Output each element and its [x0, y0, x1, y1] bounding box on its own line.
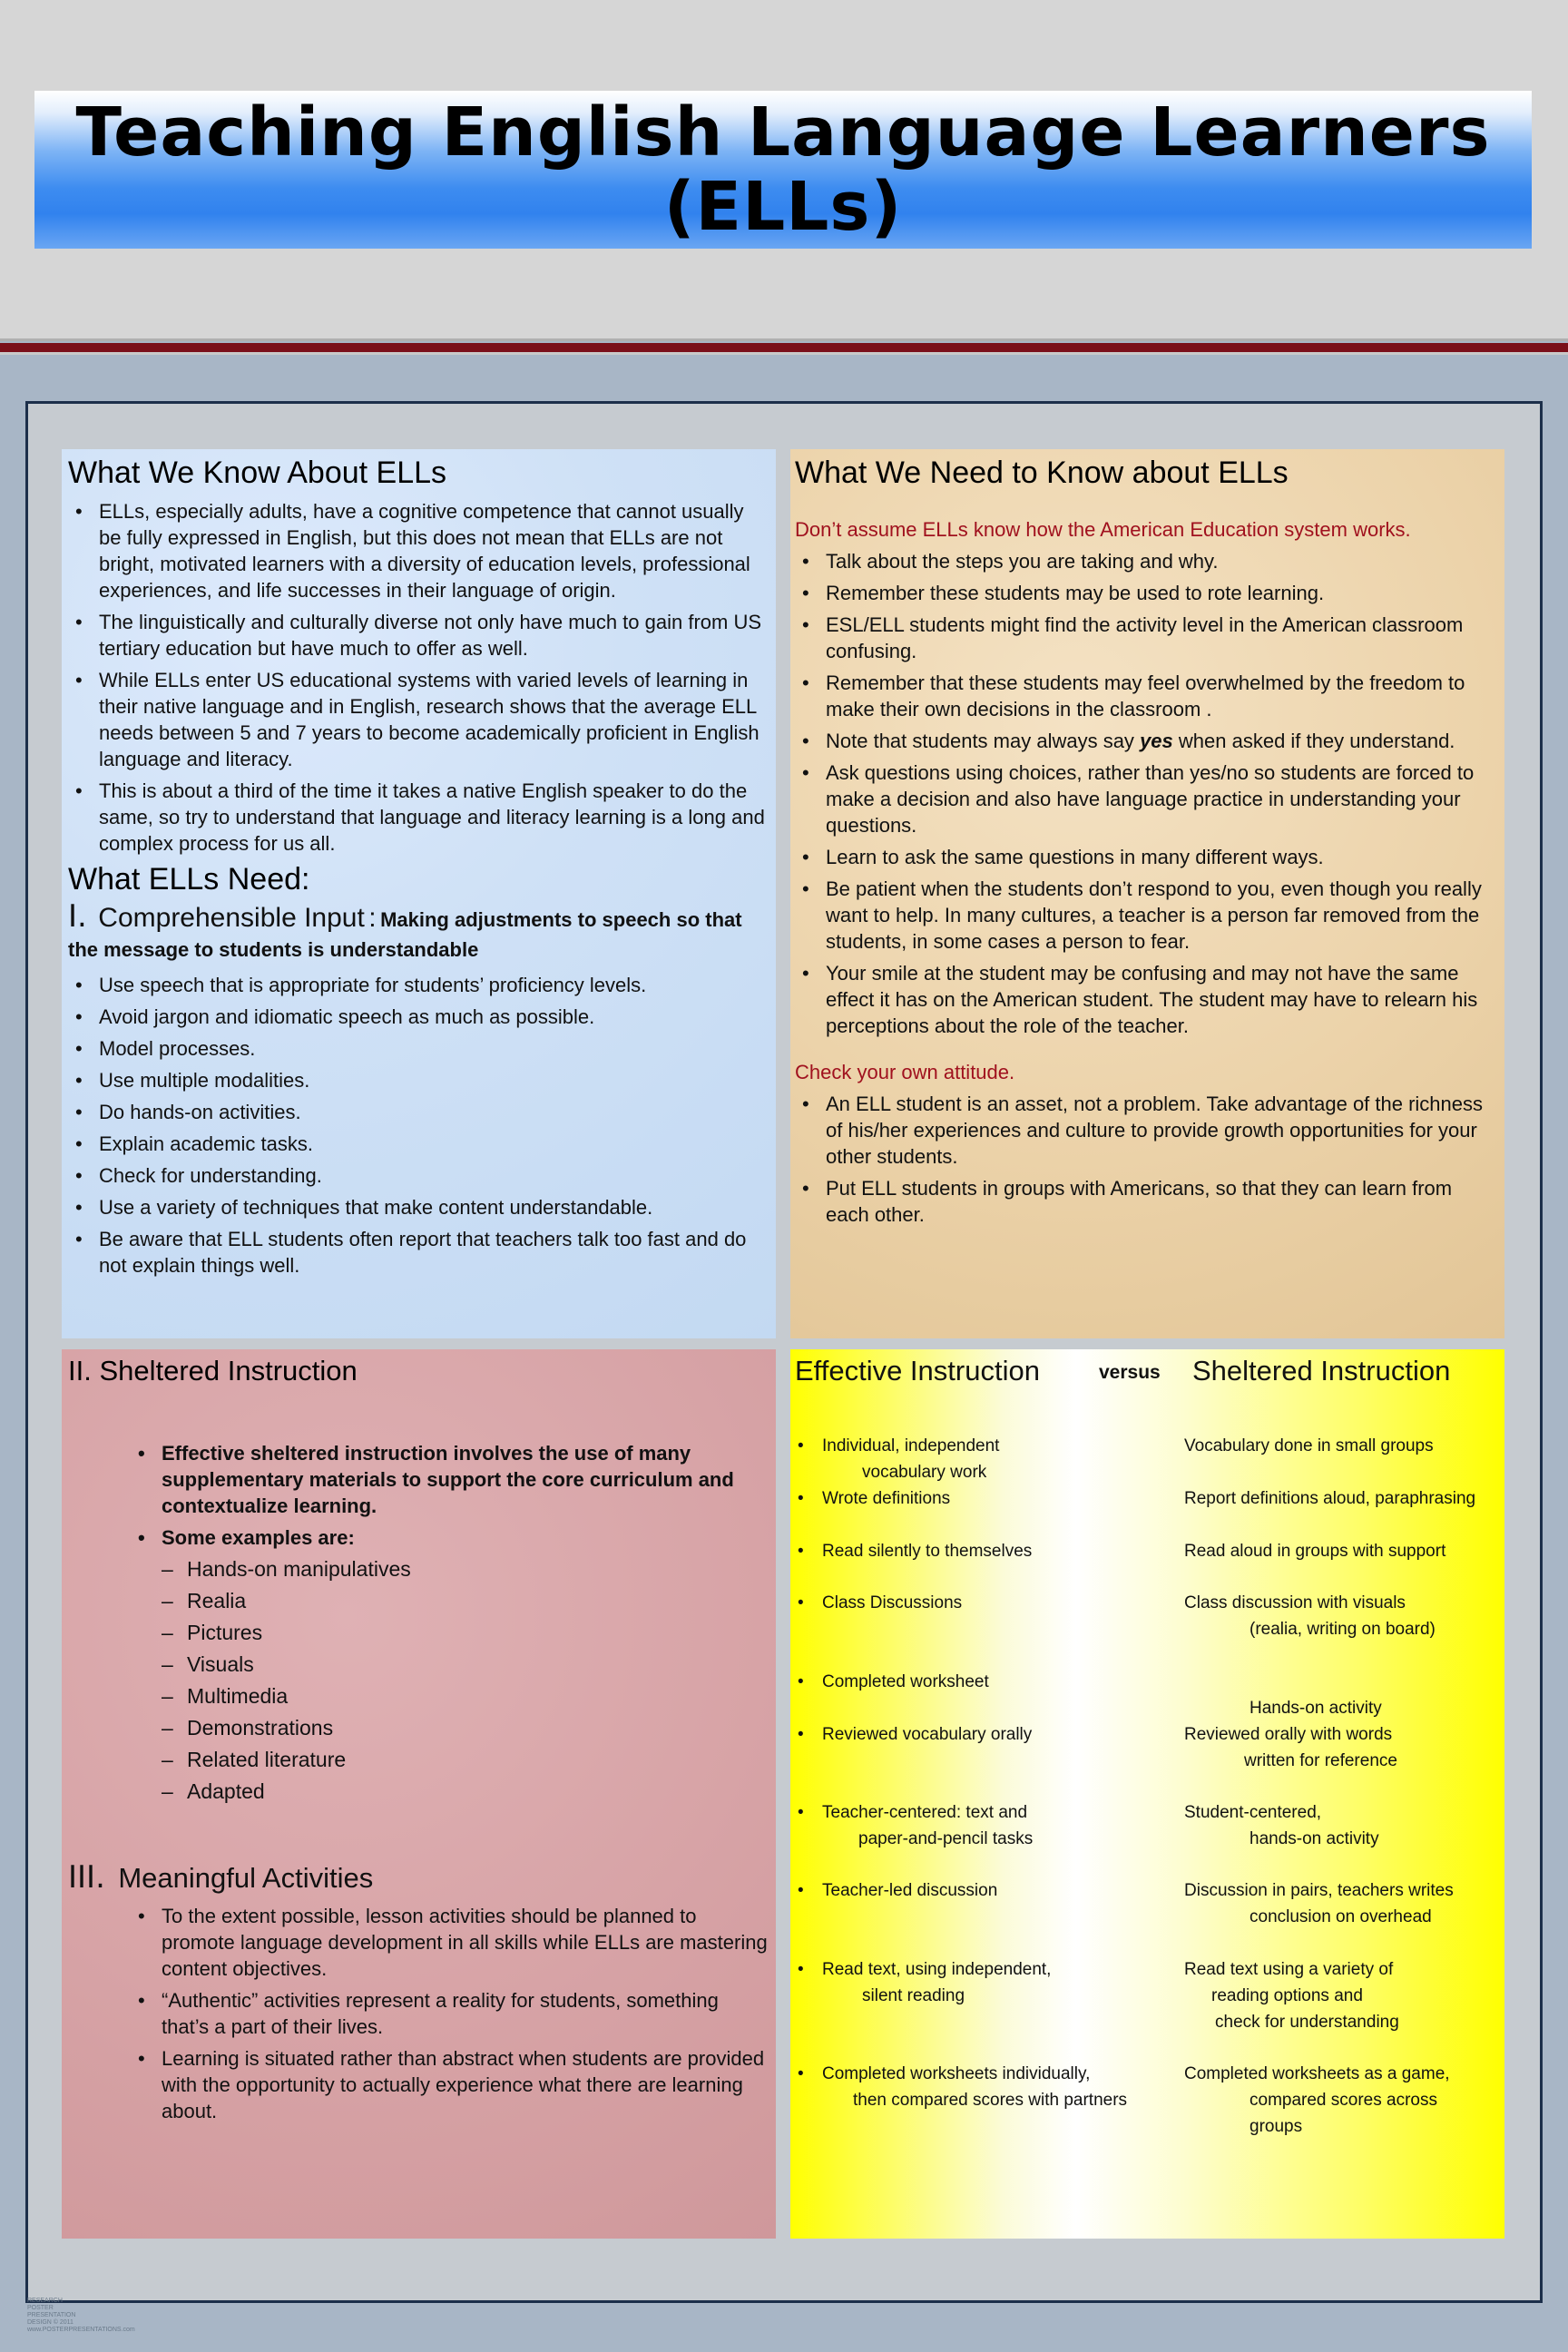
list-item: • Ask questions using choices, rather than yes/no so students are forced to make a decision and also have language practice in understanding your questions.	[795, 760, 1498, 838]
list-item: • Note that students may always say yes when asked if they understand.	[795, 728, 1498, 754]
effective-cell: • Read silently to themselves	[798, 1538, 1161, 1564]
bullet-icon: •	[798, 1542, 804, 1561]
comprehensible-input-heading: I. Comprehensible Input : Making adjustments to speech so that the message to students is understandable	[68, 898, 742, 961]
know-list	[68, 498, 771, 857]
needknow-list-2	[795, 1091, 1498, 1228]
sheltered-cell: Reviewed orally with words written for reference	[1184, 1725, 1397, 1770]
needs-heading: What ELLs Need:	[68, 862, 310, 897]
bullet-icon: •	[798, 1725, 804, 1744]
list-item: • Use speech that is appropriate for students’ proficiency levels.	[68, 972, 771, 998]
list-item: – Visuals	[162, 1651, 766, 1678]
list-item: • An ELL student is an asset, not a problem. Take advantage of the richness of his/her experiences and culture to provide growth opportunities for your other students.	[795, 1091, 1498, 1170]
list-item: • To the extent possible, lesson activities should be planned to promote language development in all skills while ELLs are mastering content objectives.	[131, 1903, 771, 1982]
list-item: • Use multiple modalities.	[68, 1067, 771, 1093]
list-item: • ELLs, especially adults, have a cognitive competence that cannot usually be fully expressed in English, but this does not mean that ELLs are not bright, motivated learners with a diversity of education levels, professional experiences, and life successes in their language of origin.	[68, 498, 771, 603]
list-item: • Learning is situated rather than abstract when students are provided with the opportunity to actually experience what there are learning about.	[131, 2045, 771, 2124]
needknow-list-1	[795, 548, 1498, 1039]
bullet-icon: •	[798, 1436, 804, 1455]
effective-cell: • Class Discussions	[798, 1590, 1161, 1616]
panel-what-we-need-to-know	[790, 449, 1504, 1338]
sheltered-cell: Completed worksheets as a game, compared scores across groups	[1184, 2064, 1450, 2136]
effective-cell: • Wrote definitions	[798, 1485, 1161, 1512]
sheltered-cell: Hands-on activity	[1250, 1699, 1382, 1718]
title-banner	[34, 91, 1532, 249]
footer-credit: RESEARCH POSTER PRESENTATION DESIGN © 2011 www.POSTERPRESENTATIONS.com	[27, 2298, 135, 2333]
attitude-note: Check your own attitude.	[795, 1061, 1015, 1083]
list-item: • While ELLs enter US educational systems with varied levels of learning in their native language and in English, research shows that the average ELL needs between 5 and 7 years to become academically proficient in English language and literacy.	[68, 667, 771, 772]
list-item: – Multimedia	[162, 1683, 766, 1710]
list-item: • This is about a third of the time it takes a native English speaker to do the same, so try to understand that language and literacy learning is a long and complex process for us all.	[68, 778, 771, 857]
bullet-icon: •	[798, 1593, 804, 1612]
bullet-icon: •	[798, 1489, 804, 1508]
effective-cell: • Completed worksheets individually, then compared scores with partners	[798, 2061, 1161, 2113]
list-item: • The linguistically and culturally diverse not only have much to gain from US tertiary education but have much to offer as well.	[68, 609, 771, 662]
effective-cell: • Completed worksheet	[798, 1669, 1161, 1695]
list-item: – Pictures	[162, 1620, 766, 1646]
sheltered-title: Sheltered Instruction	[1192, 1355, 1451, 1387]
list-item: • Explain academic tasks.	[68, 1131, 771, 1157]
list-item: • Remember these students may be used to rote learning.	[795, 580, 1498, 606]
meaningful-list	[131, 1903, 771, 2124]
list-item: – Adapted	[162, 1779, 766, 1805]
sheltered-cell: Class discussion with visuals (realia, writing on board)	[1184, 1593, 1436, 1639]
list-item: • Be aware that ELL students often report that teachers talk too fast and do not explain things well.	[68, 1226, 771, 1279]
sheltered-cell: Student-centered, hands-on activity	[1184, 1803, 1379, 1848]
versus-label: versus	[1099, 1362, 1161, 1383]
list-item: • Avoid jargon and idiomatic speech as much as possible.	[68, 1004, 771, 1030]
list-item: • Use a variety of techniques that make content understandable.	[68, 1194, 771, 1220]
meaningful-section	[68, 1859, 771, 2130]
effective-cell: • Individual, independent vocabulary work	[798, 1433, 1161, 1485]
list-item: – Related literature	[162, 1747, 766, 1773]
assume-note: Don’t assume ELLs know how the American Education system works.	[795, 518, 1411, 541]
list-item: • Talk about the steps you are taking and why.	[795, 548, 1498, 574]
sheltered-cell: Read text using a variety of reading options and check for understanding	[1184, 1960, 1399, 2032]
bullet-icon: •	[798, 2064, 804, 2083]
sheltered-heading: II. Sheltered Instruction	[68, 1355, 358, 1387]
effective-cell: • Teacher-centered: text and paper-and-pencil tasks	[798, 1799, 1161, 1852]
sheltered-cell: Read aloud in groups with support	[1184, 1542, 1446, 1561]
sheltered-cell: Vocabulary done in small groups	[1184, 1436, 1434, 1455]
panel-what-we-know	[62, 449, 776, 1338]
list-item: – Hands-on manipulatives	[162, 1556, 766, 1583]
header-divider	[0, 343, 1568, 355]
effective-title: Effective Instruction	[795, 1355, 1040, 1387]
list-item: • “Authentic” activities represent a reality for students, something that’s a part of their lives.	[131, 1987, 771, 2040]
examples-list	[162, 1556, 766, 1805]
list-item: • Your smile at the student may be confusing and may not have the same effect it has on the American student. The student may have to relearn his perceptions about the role of the teacher.	[795, 960, 1498, 1039]
sheltered-cell: Discussion in pairs, teachers writes conclusion on overhead	[1184, 1881, 1454, 1926]
needs-list	[68, 972, 771, 1279]
panel-sheltered-instruction	[62, 1349, 776, 2239]
list-item: • Be patient when the students don’t respond to you, even though you really want to help. In many cultures, a teacher is a person far removed from the students, in some cases a person to fear.	[795, 876, 1498, 955]
list-item: • Remember that these students may feel overwhelmed by the freedom to make their own decisions in the classroom .	[795, 670, 1498, 722]
bullet-icon: •	[798, 1881, 804, 1900]
needknow-heading: What We Need to Know about ELLs	[795, 456, 1289, 490]
list-item: • Check for understanding.	[68, 1162, 771, 1189]
meaningful-heading: III. Meaningful Activities	[68, 1859, 374, 1896]
effective-cell: • Reviewed vocabulary orally	[798, 1721, 1161, 1748]
know-heading: What We Know About ELLs	[68, 456, 447, 490]
poster-title: Teaching English Language Learners (ELLs)	[75, 93, 1491, 246]
bullet-icon: •	[798, 1803, 804, 1822]
bullet-icon: •	[798, 1672, 804, 1691]
sheltered-content	[131, 1440, 766, 1810]
list-item: • Put ELL students in groups with Americans, so that they can learn from each other.	[795, 1175, 1498, 1228]
list-item: • ESL/ELL students might find the activity level in the American classroom confusing.	[795, 612, 1498, 664]
bullet-icon: •	[798, 1960, 804, 1979]
sheltered-cell: Report definitions aloud, paraphrasing	[1184, 1489, 1476, 1508]
panel-effective-vs-sheltered	[790, 1349, 1504, 2239]
list-item: • Model processes.	[68, 1035, 771, 1062]
effective-cell: • Read text, using independent, silent reading	[798, 1956, 1161, 2009]
list-item: – Realia	[162, 1588, 766, 1614]
list-item: • Effective sheltered instruction involves the use of many supplementary materials to support the core curriculum and contextualize learning.	[131, 1440, 766, 1519]
list-item: • Learn to ask the same questions in many different ways.	[795, 844, 1498, 870]
list-item: • Some examples are:	[131, 1524, 766, 1551]
list-item: • Do hands-on activities.	[68, 1099, 771, 1125]
effective-cell: • Teacher-led discussion	[798, 1877, 1161, 1904]
list-item: – Demonstrations	[162, 1715, 766, 1741]
